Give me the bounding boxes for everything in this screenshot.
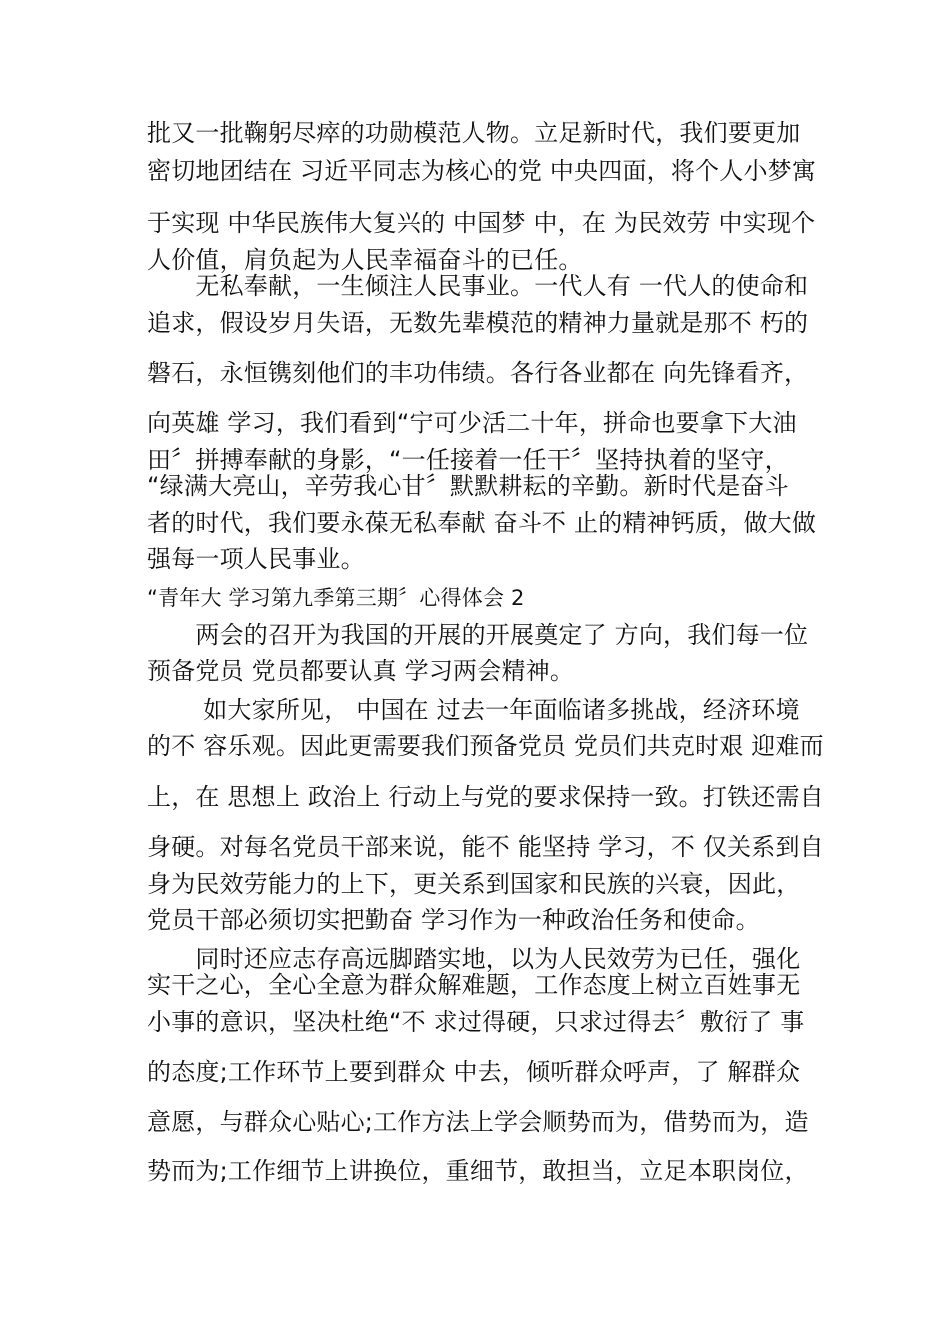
text-line: 势而为;工作细节上讲换位，重细节，敢担当，立足本职岗位， xyxy=(147,1157,809,1185)
text-line: 密切地团结在 习近平同志为核心的党 中央四面，将个人小梦寓 xyxy=(147,157,817,185)
text-line: 批又一批鞠躬尽瘁的功勋模范人物。立足新时代，我们要更加 xyxy=(147,119,801,147)
text-line: 者的时代，我们要永葆无私奉献 奋斗不 止的精神钙质，做大做 xyxy=(147,509,817,537)
text-line: 向英雄 学习，我们看到“宁可少活二十年，拼命也要拿下大油 xyxy=(147,409,797,437)
section-heading: “青年大 学习第九季第三期〞心得体会 2 xyxy=(147,586,525,610)
text-line: 的态度;工作环节上要到群众 中去，倾听群众呼声，了 解群众 xyxy=(147,1058,801,1086)
text-line: 身硬。对每名党员干部来说，能不 能坚持 学习，不 仅关系到自 xyxy=(147,833,824,861)
text-line: 追求，假设岁月失语，无数先辈模范的精神力量就是那不 朽的 xyxy=(147,309,809,337)
text-line: “绿满大亮山，辛劳我心甘〞默默耕耘的辛勤。新时代是奋斗 xyxy=(147,472,789,500)
text-line: 党员干部必须切实把勤奋 学习作为一种政治任务和使命。 xyxy=(147,906,760,934)
text-line: 上，在 思想上 政治上 行动上与党的要求保持一致。打铁还需自 xyxy=(147,783,824,811)
text-line: 预备党员 党员都要认真 学习两会精神。 xyxy=(147,657,575,685)
text-line: 身为民效劳能力的上下，更关系到国家和民族的兴衰，因此， xyxy=(147,870,801,898)
text-line: 如大家所见， 中国在 过去一年面临诸多挑战，经济环境 xyxy=(147,696,800,724)
text-line: 同时还应志存高远脚踏实地，以为人民效劳为已任，强化 xyxy=(147,945,801,973)
text-line: 人价值，肩负起为人民幸福奋斗的已任。 xyxy=(147,246,583,274)
text-line: 田〞拼搏奉献的身影，“一任接着一任干〞坚持执着的坚守， xyxy=(147,446,789,474)
text-line: 于实现 中华民族伟大复兴的 中国梦 中，在 为民效劳 中实现个 xyxy=(147,209,816,237)
text-line: 意愿，与群众心贴心;工作方法上学会顺势而为，借势而为，造 xyxy=(147,1108,809,1136)
text-line: 无私奉献，一生倾注人民事业。一代人有 一代人的使命和 xyxy=(147,272,809,300)
text-line: 小事的意识，坚决杜绝“不 求过得硬，只求过得去〞敷衍了 事 xyxy=(147,1008,805,1036)
text-line: 的不 容乐观。因此更需要我们预备党员 党员们共克时艰 迎难而 xyxy=(147,732,824,760)
text-line: 磐石，永恒镌刻他们的丰功伟绩。各行各业都在 向先锋看齐， xyxy=(147,359,809,387)
text-line: 两会的召开为我国的开展的开展奠定了 方向，我们每一位 xyxy=(147,621,809,649)
text-line: 强每一项人民事业。 xyxy=(147,545,365,573)
text-line: 实干之心，全心全意为群众解难题，工作态度上树立百姓事无 xyxy=(147,971,801,999)
